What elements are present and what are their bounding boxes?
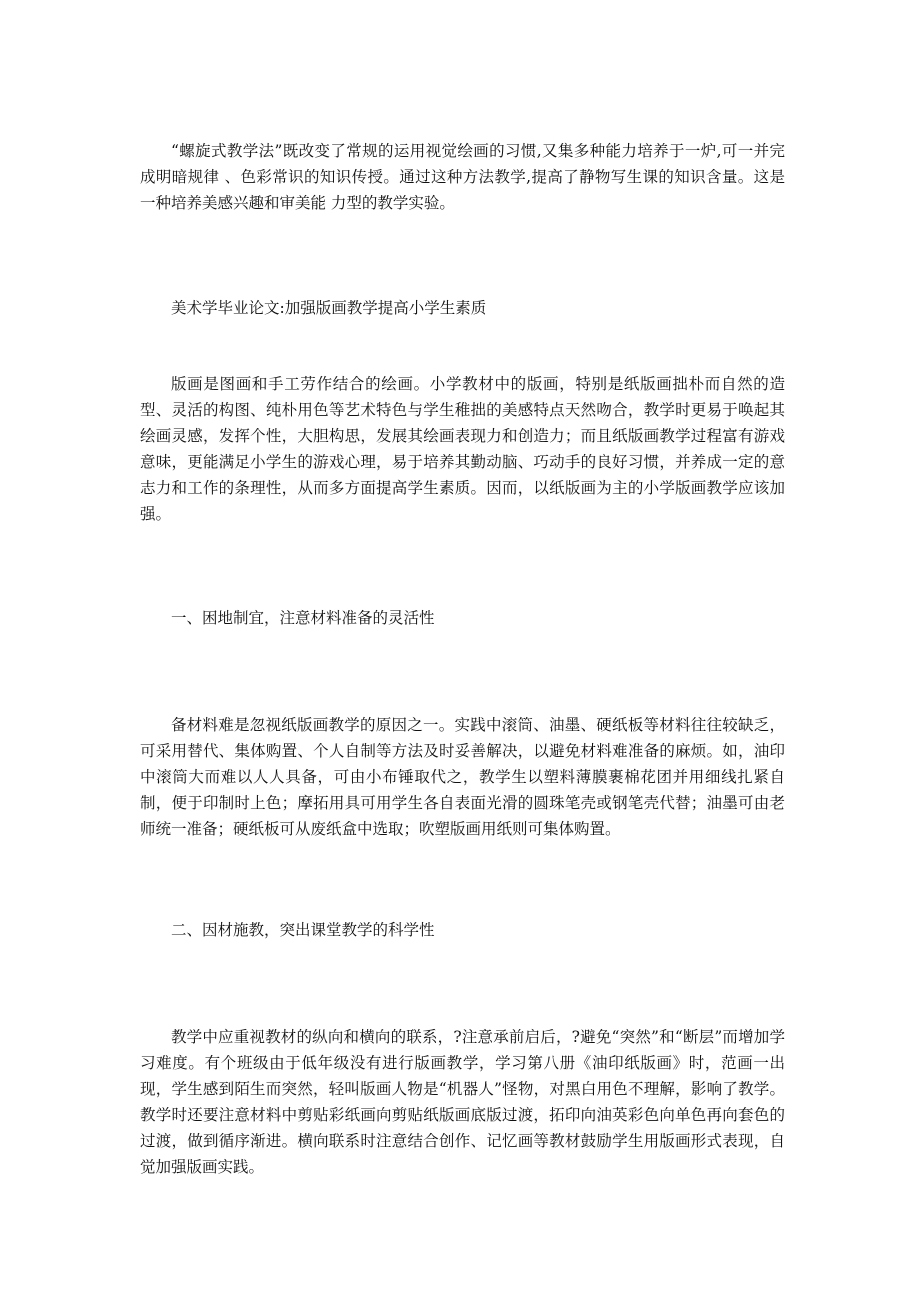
body-paragraph-printmaking: 版画是图画和手工劳作结合的绘画。小学教材中的版画，特别是纸版画拙朴而自然的造型、灵活的构图、纯朴用色等艺术特色与学生稚拙的美感特点天然吻合，教学时更易于唤起其绘画灵感，发挥个性，大胆构思，发展其绘画表现力和创造力；而且纸版画教学过程富有游戏意味，更能满足小学生的游戏心理，易于培养其勤动脑、巧动手的良好习惯，并养成一定的意志力和工作的条理性，从而多方面提高学生素质。因而，以纸版画为主的小学版画教学应该加强。 xyxy=(140,375,785,523)
body-paragraph-materials: 备材料难是忽视纸版画教学的原因之一。实践中滚筒、油墨、硬纸板等材料往往较缺乏，可采用替代、集体购置、个人自制等方法及时妥善解决，以避免材料难准备的麻烦。如，油印中滚筒大而难以人人具备，可由小布锤取代之，教学生以塑料薄膜裹棉花团并用细线扎紧自制，便于印制时上色；摩拓用具可用学生各自表面光滑的圆珠笔壳或钢笔壳代替；油墨可由老师统一准备；硬纸板可从废纸盒中选取；吹塑版画用纸则可集体购置。 xyxy=(140,716,785,838)
section-heading-2: 二、因材施教，突出课堂教学的科学性 xyxy=(171,921,435,939)
intro-paragraph: “螺旋式教学法”既改变了常规的运用视觉绘画的习惯,又集多种能力培养于一炉,可一并完成明暗规律 、色彩常识的知识传授。通过这种方法教学,提高了静物写生课的知识含量。这是一种培养美感兴趣和审美能 力型的教学实验。 xyxy=(140,142,785,212)
article-title: 美术学毕业论文:加强版画教学提高小学生素质 xyxy=(171,299,487,317)
body-paragraph-teaching: 教学中应重视教材的纵向和横向的联系，?注意承前启后，?避免“突然”和“断层”而增加学习难度。有个班级由于低年级没有进行版画教学，学习第八册《油印纸版画》时，范画一出现，学生感到陌生而突然，轻叫版画人物是“机器人”怪物，对黑白用色不理解，影响了教学。教学时还要注意材料中剪贴彩纸画向剪贴纸版画底版过渡，拓印向油英彩色向单色再向套色的过渡，做到循序渐进。横向联系时注意结合创作、记忆画等教材鼓励学生用版画形式表现，自觉加强版画实践。 xyxy=(140,1028,785,1176)
section-heading-1: 一、困地制宜，注意材料准备的灵活性 xyxy=(171,609,435,627)
